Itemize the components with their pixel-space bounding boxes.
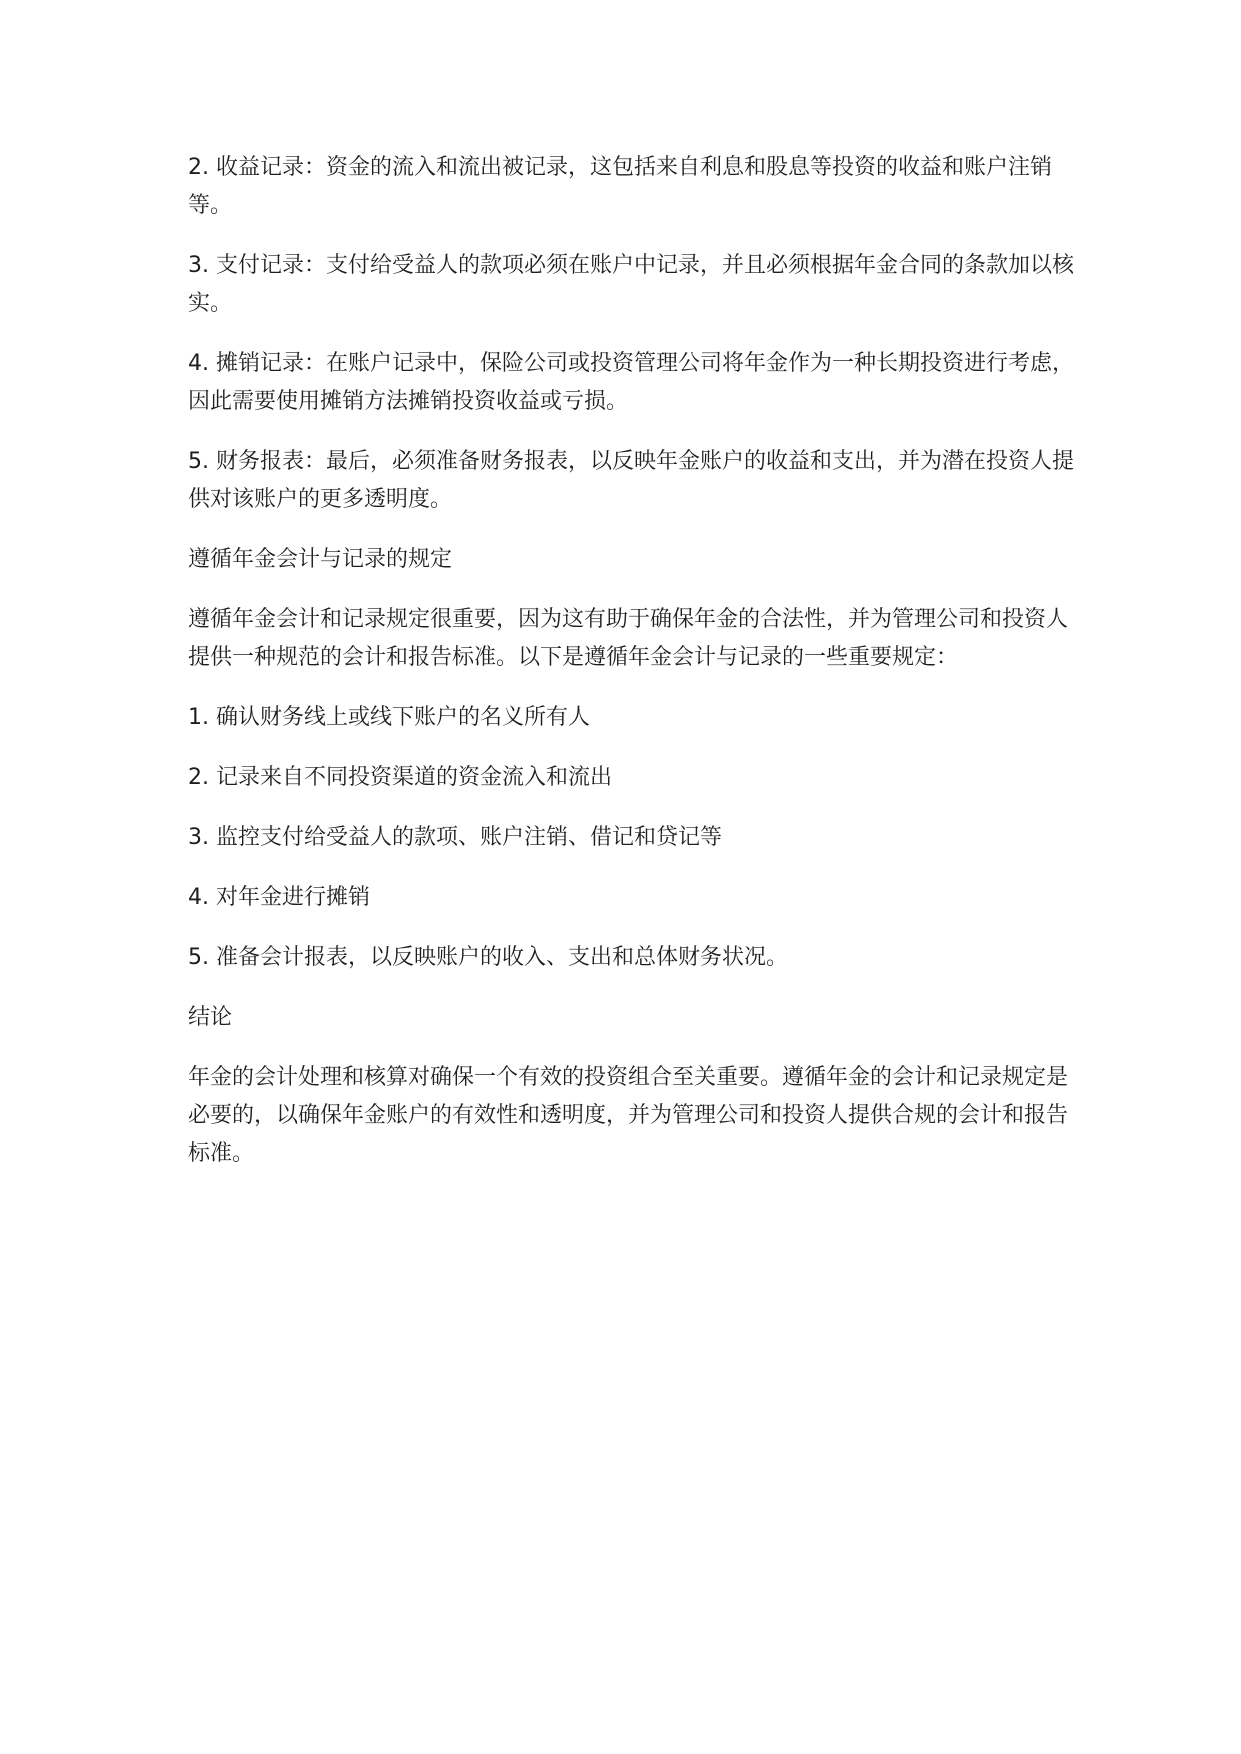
paragraph-payment-record: 3. 支付记录：支付给受益人的款项必须在账户中记录，并且必须根据年金合同的条款加以核实。 <box>188 253 1074 316</box>
paragraph-income-record: 2. 收益记录：资金的流入和流出被记录，这包括来自利息和股息等投资的收益和账户注销等。 <box>188 155 1052 218</box>
list-item: 5. 准备会计报表，以反映账户的收入、支出和总体财务状况。 <box>188 945 788 970</box>
list-item: 2. 记录来自不同投资渠道的资金流入和流出 <box>188 765 612 790</box>
section-heading-regulations: 遵循年金会计与记录的规定 <box>188 547 453 572</box>
section-heading-conclusion: 结论 <box>188 1005 233 1030</box>
paragraph-regulations-intro: 遵循年金会计和记录规定很重要，因为这有助于确保年金的合法性，并为管理公司和投资人提供一种规范的会计和报告标准。以下是遵循年金会计与记录的一些重要规定： <box>188 607 1069 670</box>
paragraph-financial-statements: 5. 财务报表：最后，必须准备财务报表，以反映年金账户的收益和支出，并为潜在投资人提供对该账户的更多透明度。 <box>188 449 1074 512</box>
list-item: 3. 监控支付给受益人的款项、账户注销、借记和贷记等 <box>188 825 722 850</box>
list-item: 1. 确认财务线上或线下账户的名义所有人 <box>188 705 590 730</box>
list-item: 4. 对年金进行摊销 <box>188 885 370 910</box>
paragraph-conclusion: 年金的会计处理和核算对确保一个有效的投资组合至关重要。遵循年金的会计和记录规定是必要的，以确保年金账户的有效性和透明度，并为管理公司和投资人提供合规的会计和报告标准。 <box>188 1065 1069 1166</box>
paragraph-amortization-record: 4. 摊销记录：在账户记录中，保险公司或投资管理公司将年金作为一种长期投资进行考虑，因此需要使用摊销方法摊销投资收益或亏损。 <box>188 351 1074 414</box>
document-body <box>188 149 1088 1195</box>
